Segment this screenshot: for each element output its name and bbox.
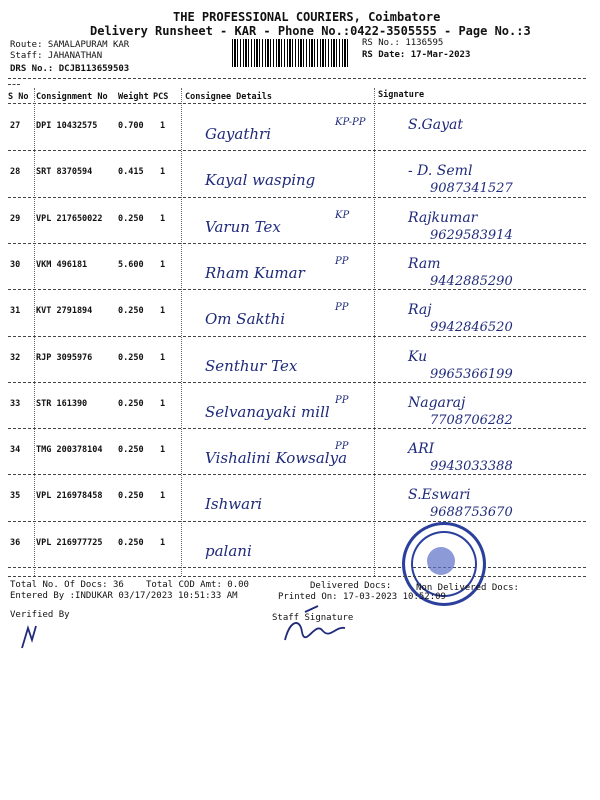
row-consignment-no: SRT 8370594 [36, 167, 93, 178]
staff-label: Staff: JAHANATHAN [10, 51, 103, 61]
route-label: Route: SAMALAPURAM KAR [10, 40, 130, 50]
row-sno: 35 [10, 491, 21, 502]
row-weight: 0.250 [118, 445, 144, 456]
row-signature: Rajkumar [408, 209, 478, 226]
row-sno: 29 [10, 213, 21, 224]
row-weight: 0.250 [118, 398, 144, 409]
row-consignment-no: STR 161390 [36, 398, 88, 409]
row-consignment-no: VPL 216978458 [36, 491, 103, 502]
runsheet-title: Delivery Runsheet - KAR - Phone No.:0422-3505555 - Page No.:3 [90, 24, 531, 38]
row-pcs: 1 [160, 213, 166, 224]
row-weight: 0.250 [118, 306, 144, 317]
verifier-signature [22, 626, 36, 648]
row-consignment-no: VPL 217650022 [36, 213, 103, 224]
row-consignment-no: VPL 216977725 [36, 537, 103, 548]
row-consignee-name: Rham Kumar [205, 263, 305, 282]
total-cod: Total COD Amt: 0.00 [146, 580, 249, 590]
row-consignment-no: RJP 3095976 [36, 352, 93, 363]
row-phone: 9942846520 [430, 320, 513, 336]
row-phone: 9087341527 [430, 181, 513, 197]
row-consignee-mark: PP [335, 255, 349, 267]
row-signature: ARI [408, 441, 435, 458]
row-consignee-mark: KP [335, 209, 350, 221]
drs-label: DRS No.: DCJB113659503 [10, 64, 130, 74]
rs-number: RS No.: 1136595 [362, 38, 444, 48]
row-consignee-mark: PP [335, 441, 349, 453]
row-sno: 33 [10, 398, 21, 409]
row-weight: 0.250 [118, 491, 144, 502]
row-phone: 9442885290 [430, 273, 513, 289]
row-weight: 0.250 [118, 352, 144, 363]
row-sno: 34 [10, 445, 21, 456]
staff-signature-label: Staff Signature [272, 613, 354, 623]
row-weight: 0.415 [118, 167, 144, 178]
total-docs: Total No. Of Docs: 36 [10, 580, 124, 590]
printed-on: Printed On: 17-03-2023 10:52:09 [278, 592, 446, 602]
row-phone: 9965366199 [430, 366, 513, 382]
row-sno: 36 [10, 537, 21, 548]
col-header-sno: S No [8, 92, 29, 102]
row-pcs: 1 [160, 121, 166, 131]
row-consignee-name: Selvanayaki mill [205, 402, 330, 421]
row-weight: 0.250 [118, 537, 144, 548]
row-consignee-mark: KP-PP [335, 117, 366, 128]
row-pcs: 1 [160, 259, 166, 270]
row-signature: Ram [408, 255, 441, 272]
row-sno: 28 [10, 167, 21, 178]
verified-by: Verified By [10, 610, 70, 620]
row-pcs: 1 [160, 398, 166, 409]
entered-by: Entered By :INDUKAR 03/17/2023 10:51:33 AM [10, 591, 238, 601]
row-phone: 9629583914 [430, 227, 513, 243]
staff-signature [285, 606, 345, 640]
row-phone: 9943033388 [430, 459, 513, 475]
row-consignee-name: Om Sakthi [205, 310, 286, 329]
row-consignee-name: Senthur Tex [205, 356, 298, 375]
col-header-pcs: PCS [153, 92, 169, 102]
row-consignee-name: palani [205, 541, 252, 560]
company-title: THE PROFESSIONAL COURIERS, Coimbatore [173, 10, 441, 24]
row-pcs: 1 [160, 167, 166, 178]
row-consignment-no: VKM 496181 [36, 259, 88, 270]
row-consignment-no: KVT 2791894 [36, 306, 93, 317]
row-consignee-mark: PP [335, 302, 349, 314]
rs-date: RS Date: 17-Mar-2023 [362, 50, 471, 60]
col-header-consignment: Consignment No [36, 92, 108, 102]
col-header-signature: Signature [378, 90, 425, 100]
non-delivered-docs: Non Delivered Docs: [416, 583, 519, 593]
row-phone: 7708706282 [430, 412, 513, 428]
row-weight: 0.250 [118, 213, 144, 224]
row-pcs: 1 [160, 352, 166, 363]
row-consignee-name: Varun Tex [205, 217, 281, 236]
row-weight: 0.700 [118, 121, 144, 131]
row-consignment-no: TMG 200378104 [36, 445, 103, 456]
row-signature: S.Eswari [408, 487, 471, 504]
row-sno: 31 [10, 306, 21, 317]
row-pcs: 1 [160, 491, 166, 502]
row-signature: Nagaraj [408, 394, 466, 411]
col-header-consignee: Consignee Details [185, 92, 272, 102]
row-pcs: 1 [160, 537, 166, 548]
row-consignee-name: Kayal wasping [205, 171, 316, 190]
row-consignee-name: Gayathri [205, 125, 271, 143]
col-header-weight: Weight [118, 92, 149, 102]
row-weight: 5.600 [118, 259, 144, 270]
row-phone: 9688753670 [430, 505, 513, 521]
row-sno: 27 [10, 121, 21, 131]
row-consignee-name: Ishwari [205, 495, 263, 514]
row-consignee-name: Vishalini Kowsalya [205, 449, 348, 468]
row-sno: 32 [10, 352, 21, 363]
row-sno: 30 [10, 259, 21, 270]
row-signature: S.Gayat [408, 117, 463, 133]
row-signature: - D. Seml [408, 163, 473, 180]
row-signature: Raj [408, 302, 432, 319]
row-signature: Ku [408, 348, 428, 365]
row-consignee-mark: PP [335, 394, 349, 406]
row-pcs: 1 [160, 306, 166, 317]
delivered-docs: Delivered Docs: [310, 581, 392, 591]
row-pcs: 1 [160, 445, 166, 456]
row-consignment-no: DPI 10432575 [36, 121, 98, 131]
